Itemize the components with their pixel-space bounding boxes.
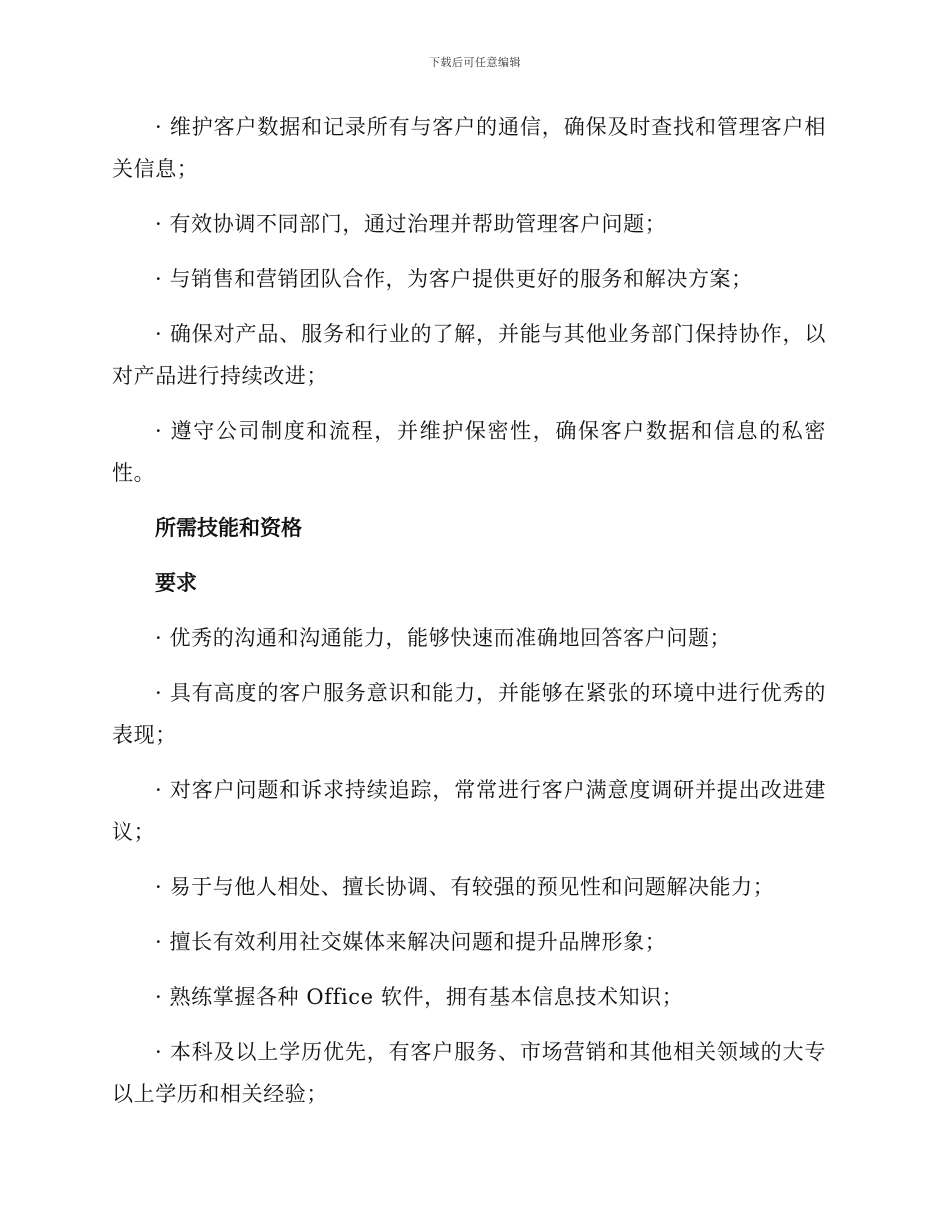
section-heading-requirements: 要求 [155,571,197,595]
document-body [112,106,826,1128]
list-item: · 熟练掌握各种 Office 软件，拥有基本信息技术知识； [155,985,684,1009]
list-item: · 遵守公司制度和流程，并维护保密性，确保客户数据和信息的私密性。 [112,419,826,485]
list-item: · 擅长有效利用社交媒体来解决问题和提升品牌形象； [155,930,667,954]
list-item: · 有效协调不同部门，通过治理并帮助管理客户问题； [155,212,667,236]
list-item: · 维护客户数据和记录所有与客户的通信，确保及时查找和管理客户相关信息； [112,115,826,181]
section-heading-skills: 所需技能和资格 [155,516,302,540]
list-item: · 优秀的沟通和沟通能力，能够快速而准确地回答客户问题； [155,626,732,650]
page-header: 下载后可任意编辑 [429,56,521,69]
list-item: · 与销售和营销团队合作，为客户提供更好的服务和解决方案； [155,267,753,291]
list-item: · 本科及以上学历优先，有客户服务、市场营销和其他相关领域的大专以上学历和相关经验； [112,1040,826,1106]
list-item: · 确保对产品、服务和行业的了解，并能与其他业务部门保持协作，以对产品进行持续改进； [112,322,826,388]
list-item: · 具有高度的客户服务意识和能力，并能够在紧张的环境中进行优秀的表现； [112,681,826,747]
list-item: · 易于与他人相处、擅长协调、有较强的预见性和问题解决能力； [155,875,775,899]
list-item: · 对客户问题和诉求持续追踪，常常进行客户满意度调研并提出改进建议； [112,778,826,844]
